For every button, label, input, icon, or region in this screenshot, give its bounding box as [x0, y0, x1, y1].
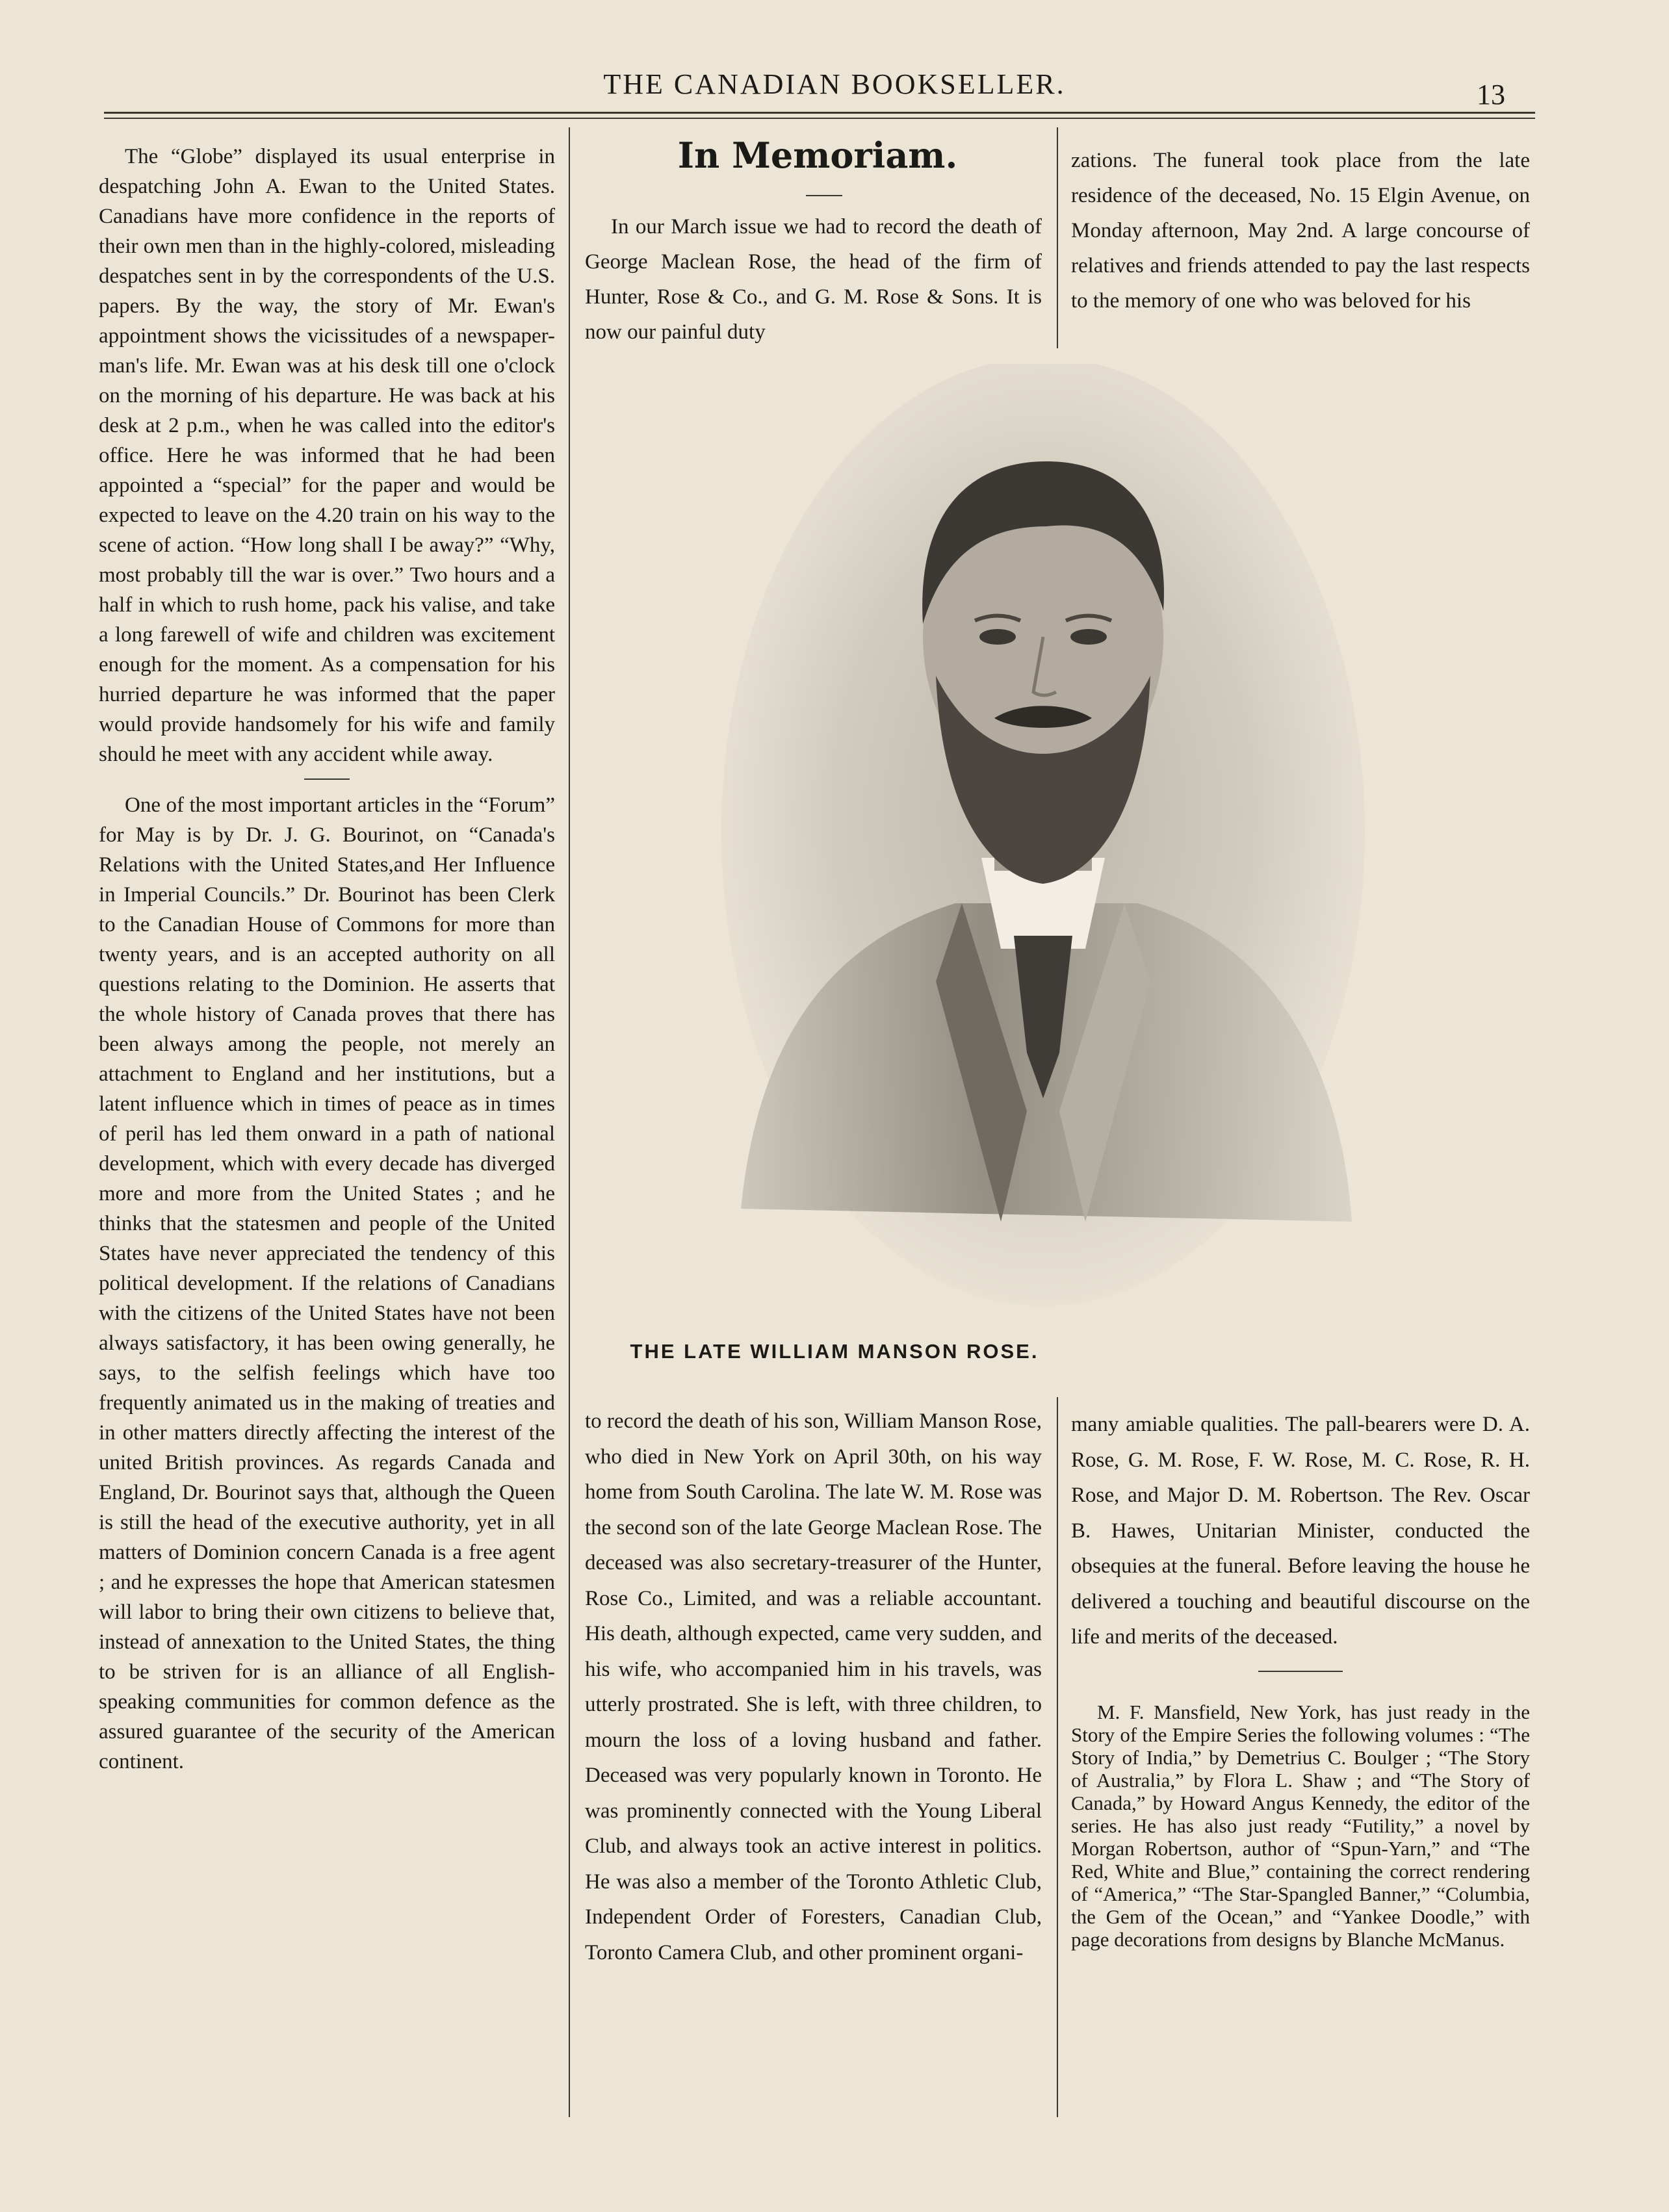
- section-separator: [304, 778, 350, 780]
- funeral-text: zations. The funeral took place from the late residence of the deceased, No. 15 Elgin Avenue, on Monday afternoon, May 2nd. A large concourse of relatives and friends attended to pay the last respects to the memory of one who was beloved for his: [1071, 149, 1530, 313]
- memoriam-intro-text: In our March issue we had to record the death of George Maclean Rose, the head of the firm of Hunter, Rose & Co., and G. M. Rose & Sons. It is now our painful duty: [585, 215, 1042, 344]
- memoriam-mid-bottom: [585, 1404, 1042, 1970]
- globe-paragraph: The “Globe” displayed its usual enterprise in despatching John A. Ewan to the United States. Canadians have more confidence in the reports of their own men than in the highly-colored, misleading despatches sent in by the correspondents of the U.S. papers. By the way, the story of Mr. Ewan's appointment shows the vicissitudes of a newspaper-man's life. Mr. Ewan was at his desk till one o'clock on the morning of his departure. He was back at his desk at 2 p.m., when he was called into the editor's office. Here he was informed that he had been appointed a “special” for the paper and would be expected to leave on the 4.20 train on his way to the scene of action. “How long shall I be away?” “Why, most probably till the war is over.” Two hours and a half in which to rush home, pack his valise, and take a long farewell of wife and children was excitement enough for the moment. As a compensation for his hurried departure he was informed that the paper would provide handsomely for his wife and family should he meet with any accident while away.: [99, 145, 556, 766]
- memoriam-heading: In Memoriam.: [677, 135, 958, 176]
- memoriam-mid-top: [585, 209, 1042, 350]
- column-rule-right-top: [1057, 127, 1058, 348]
- portrait-photo: [721, 364, 1365, 1306]
- column-rule-left: [569, 127, 570, 2117]
- memoriam-right-top: [1071, 143, 1530, 318]
- header-rule-top: [104, 112, 1535, 114]
- pall-bearers-text: many amiable qualities. The pall-bearers were D. A. Rose, G. M. Rose, F. W. Rose, M. C. Rose, R. H. Rose, and Major D. M. Robertson. The Rev. Oscar B. Hawes, Unitarian Minister, conducted the obsequies at the funeral. Before leaving the house he delivered a touching and beautiful discourse on the life and merits of the deceased.: [1071, 1413, 1530, 1649]
- left-column: [99, 142, 555, 1777]
- mansfield-paragraph: M. F. Mansfield, New York, has just ready in the Story of the Empire Series the following volumes : “The Story of India,” by Demetrius C. Boulger ; “The Story of Australia,” by Flora L. Shaw ; and “The Story of Canada,” by Howard Angus Kennedy, the editor of the series. He has also just ready “Futility,” a novel by Morgan Robertson, author of “Spun-Yarn,” and “The Red, White and Blue,” containing the correct rendering of “America,” “The Star-Spangled Banner,” “Columbia, the Gem of the Ocean,” and “Yankee Doodle,” with page decorations from designs by Blanche McManus.: [1071, 1700, 1530, 1951]
- column-rule-right-bottom: [1057, 1397, 1058, 2117]
- section-separator-right: [1258, 1671, 1343, 1672]
- page-header-title: THE CANADIAN BOOKSELLER.: [603, 68, 1066, 100]
- header-rule-bottom: [104, 118, 1535, 119]
- heading-rule: [806, 195, 842, 196]
- memoriam-right-bottom: [1071, 1407, 1530, 1951]
- page-number: 13: [1477, 79, 1505, 110]
- portrait-caption: THE LATE WILLIAM MANSON ROSE.: [630, 1340, 1039, 1363]
- memoriam-continued-text: to record the death of his son, William Manson Rose, who died in New York on April 30th, on his way home from South Carolina. The late W. M. Rose was the second son of the late George Maclean Rose. The deceased was also secretary-treasurer of the Hunter, Rose Co., Limited, and was a reliable accountant. His death, although expected, came very sudden, and his wife, who accompanied him in his travels, was utterly prostrated. She is left, with three children, to mourn the loss of a loving husband and father. Deceased was very popularly known in Toronto. He was prominently connected with the Young Liberal Club, and always took an active interest in politics. He was also a member of the Toronto Athletic Club, Independent Order of Foresters, Canadian Club, Toronto Camera Club, and other prominent organi-: [585, 1409, 1042, 1964]
- bourinot-paragraph: One of the most important articles in the “Forum” for May is by Dr. J. G. Bourinot, on “Canada's Relations with the United States,and Her Influence in Imperial Councils.” Dr. Bourinot has been Clerk to the Canadian House of Commons for more than twenty years, and is an accepted authority on all questions relating to the Dominion. He asserts that the whole history of Canada proves that there has been always among the people, not merely an attachment to England and her institutions, but a latent influence which in times of peace as in times of peril has led them onward in a path of national development, which with every decade has diverged more and more from the United States ; and he thinks that the statesmen and people of the United States have never appreciated the tendency of this political development. If the relations of Canadians with the citizens of the United States have not been always satisfactory, it has been owing generally, he says, to the selfish feelings which have too frequently animated us in the making of treaties and in other matters directly affecting the interest of the united British provinces. As regards Canada and England, Dr. Bourinot says that, although the Queen is still the head of the executive authority, yet in all matters of Dominion concern Canada is a free agent ; and he expresses the hope that American statesmen will labor to bring their own citizens to believe that, instead of annexation to the United States, the thing to be striven for is an alliance of all English-speaking communities for common defence as the assured guarantee of the security of the American continent.: [99, 793, 555, 1773]
